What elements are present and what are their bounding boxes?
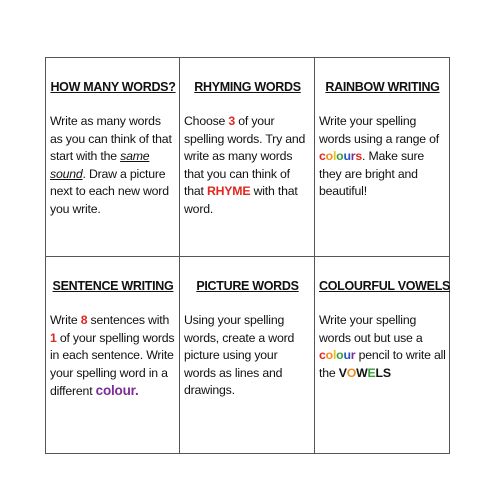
card-text — [184, 312, 311, 400]
text-segment: Using your spelling words, create a word picture using your words as lines and drawings. — [184, 313, 295, 397]
card-title: RAINBOW WRITING — [325, 80, 440, 94]
activity-grid — [45, 57, 450, 454]
coloured-letter: c — [319, 348, 326, 362]
card-title: SENTENCE WRITING — [52, 279, 174, 293]
coloured-letter: o — [325, 149, 333, 163]
coloured-letter: o — [336, 348, 344, 362]
text-segment: sentences with — [87, 313, 170, 327]
card-text — [184, 113, 311, 218]
coloured-letter: u — [343, 348, 351, 362]
vowel-letter: V — [338, 365, 347, 380]
text-segment: of your spelling words in each sentence. Write your spelling word in a different — [50, 330, 175, 398]
card-title: RHYMING WORDS — [194, 80, 301, 94]
text-segment: of your spelling words. Try and write as many words that you can think of that — [184, 114, 306, 198]
coloured-letter: l — [332, 149, 337, 163]
text-segment: . Make sure they are bright and beautiful! — [319, 149, 425, 198]
rainbow-word — [319, 348, 355, 362]
vowel-letter: E — [367, 365, 376, 380]
highlight-number: 1 — [50, 330, 57, 345]
coloured-letter: o — [325, 348, 333, 362]
text-segment: Write as many words as you can think of that start with the — [50, 114, 172, 163]
card-picture-words — [180, 257, 315, 453]
coloured-letter: r — [350, 348, 356, 362]
card-title: HOW MANY WORDS? — [50, 80, 176, 94]
vowel-letter: S — [382, 365, 391, 380]
text-segment: Write your spelling words out but use a — [319, 313, 423, 345]
vowel-letter: O — [346, 365, 357, 380]
text-segment: Write — [50, 313, 81, 327]
coloured-letter: r — [350, 149, 356, 163]
card-title: PICTURE WORDS — [196, 279, 299, 293]
highlight-word: colour. — [95, 383, 139, 398]
vowel-letter: L — [375, 365, 383, 380]
text-segment: Choose — [184, 114, 229, 128]
card-title: COLOURFUL VOWELS — [319, 279, 451, 293]
coloured-letter: s — [355, 149, 363, 163]
highlight-number: 8 — [80, 313, 88, 327]
text-segment: with that word. — [184, 184, 298, 216]
coloured-letter: l — [332, 348, 337, 362]
card-colourful-vowels — [315, 257, 449, 453]
card-text — [50, 113, 176, 218]
card-rhyming-words — [180, 58, 315, 257]
rainbow-word — [319, 149, 362, 163]
card-text — [319, 113, 446, 201]
coloured-letter: u — [343, 149, 351, 163]
vowels-word — [339, 366, 391, 380]
vowel-letter: W — [356, 365, 368, 380]
text-segment: . Draw a picture next to each new word you write. — [50, 166, 169, 216]
card-text — [50, 312, 176, 401]
coloured-letter: c — [319, 149, 326, 163]
highlight-number: 3 — [228, 114, 236, 128]
text-segment: Write your spelling words using a range of — [319, 114, 440, 146]
emphasis-text: same sound — [50, 149, 150, 181]
text-segment: pencil to write all the — [319, 348, 446, 380]
coloured-letter: o — [336, 149, 344, 163]
highlight-word: RHYME — [206, 184, 251, 198]
card-how-many-words — [46, 58, 180, 257]
card-sentence-writing — [46, 257, 180, 453]
card-text — [319, 312, 446, 382]
card-rainbow-writing — [315, 58, 449, 257]
